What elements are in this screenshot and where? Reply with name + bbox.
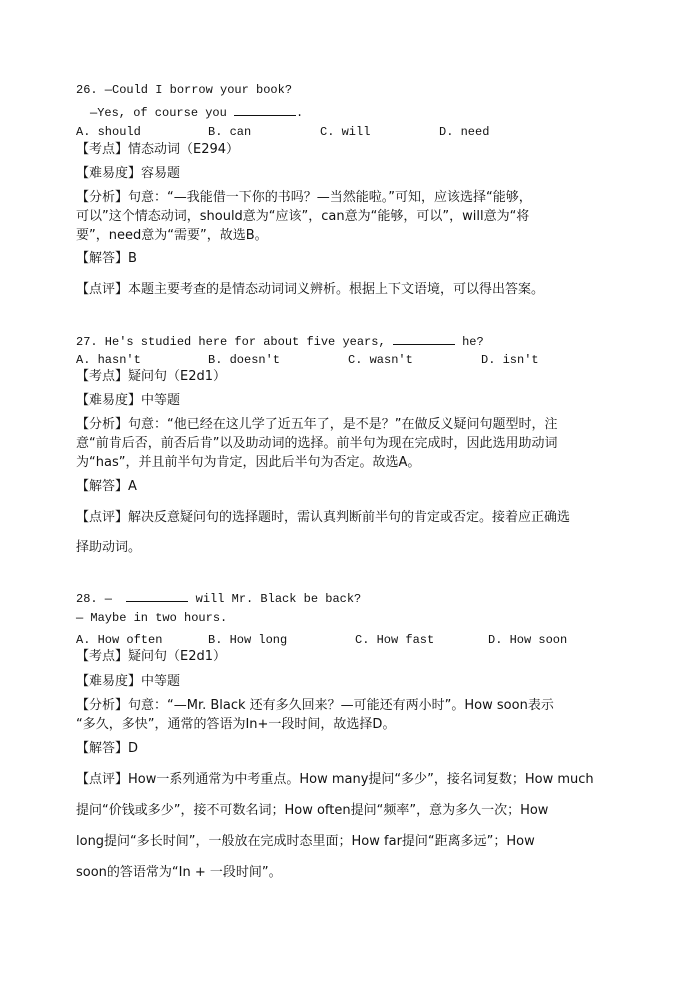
q28-stem-number: 28. —	[76, 592, 113, 606]
q27-blank	[393, 332, 455, 345]
q27-dianping-line2: 择助动词。	[76, 540, 142, 555]
q26-reply	[90, 103, 303, 121]
q27-fenxi-line1: 【分析】句意：“他已经在这儿学了近五年了，是不是？”在做反义疑问句题型时，注	[76, 417, 558, 432]
q26-option-b: B. can	[208, 125, 252, 139]
q26-fenxi-line2: 可以”这个情态动词，should意为“应该”，can意为“能够，可以”，will意为“将	[76, 209, 530, 224]
q27-stem	[76, 332, 484, 350]
q27-fenxi-line2: 意“前肯后否，前否后肯”以及助动词的选择。前半句为现在完成时，因此选用助动词	[76, 436, 558, 451]
q28-option-d: D. How soon	[488, 633, 568, 647]
q28-fenxi-line2: “多久，多快”，通常的答语为In+一段时间，故选择D。	[76, 717, 396, 732]
q28-fenxi-line1: 【分析】句意：“—Mr. Black 还有多久回来？—可能还有两小时”。How soon表示	[76, 698, 554, 713]
q27-dianping-line1: 【点评】解决反意疑问句的选择题时，需认真判断前半句的肯定或否定。接着应正确选	[76, 510, 571, 525]
q28-blank	[126, 589, 188, 602]
q28-kaodian: 【考点】疑问句（E2d1）	[76, 649, 227, 664]
q27-option-a: A. hasn't	[76, 353, 141, 367]
q26-option-a: A. should	[76, 125, 141, 139]
q28-nandu: 【难易度】中等题	[76, 674, 181, 689]
q26-fenxi-line1: 【分析】句意：“—我能借一下你的书吗？—当然能啦。”可知，应该选择“能够，	[76, 190, 532, 205]
q28-option-b: B. How long	[208, 633, 288, 647]
q26-fenxi-line3: 要”，need意为“需要”，故选B。	[76, 228, 268, 243]
q26-option-c: C. will	[320, 125, 371, 139]
q28-option-a: A. How often	[76, 633, 163, 647]
q26-nandu: 【难易度】容易题	[76, 166, 181, 181]
q26-reply-end: .	[296, 106, 304, 120]
q26-reply-text: —Yes, of course you	[90, 106, 227, 120]
q26-kaodian: 【考点】情态动词（E294）	[76, 142, 240, 157]
q28-stem	[76, 589, 361, 607]
q28-dianping-line1: 【点评】How一系列通常为中考重点。How many提问“多少”，接名词复数；How much	[76, 772, 594, 787]
q27-option-b: B. doesn't	[208, 353, 281, 367]
q26-dianping: 【点评】本题主要考查的是情态动词词义辨析。根据上下文语境，可以得出答案。	[76, 282, 545, 297]
q27-option-c: C. wasn't	[348, 353, 413, 367]
q28-reply: — Maybe in two hours.	[76, 611, 228, 625]
q28-dianping-line2: 提问“价钱或多少”，接不可数名词；How often提问“频率”，意为多久一次；How	[76, 803, 549, 818]
q27-stem-end: he?	[462, 335, 484, 349]
q27-nandu: 【难易度】中等题	[76, 393, 181, 408]
q26-blank	[234, 103, 296, 116]
q26-option-d: D. need	[439, 125, 490, 139]
q26-stem: 26. —Could I borrow your book?	[76, 83, 293, 97]
q28-jieda: 【解答】D	[76, 741, 139, 756]
q28-option-c: C. How fast	[355, 633, 435, 647]
q26-jieda: 【解答】B	[76, 251, 137, 266]
q27-fenxi-line3: 为“has”，并且前半句为肯定，因此后半句为否定。故选A。	[76, 455, 421, 470]
q28-dianping-line3: long提问“多长时间”，一般放在完成时态里面；How far提问“距离多远”；How	[76, 834, 535, 849]
q27-jieda: 【解答】A	[76, 479, 137, 494]
q28-stem-text: will Mr. Black be back?	[195, 592, 362, 606]
q27-kaodian: 【考点】疑问句（E2d1）	[76, 369, 227, 384]
q27-option-d: D. isn't	[481, 353, 539, 367]
q28-dianping-line4: soon的答语常为“In + 一段时间”。	[76, 865, 282, 880]
q27-stem-text: 27. He's studied here for about five years,	[76, 335, 386, 349]
